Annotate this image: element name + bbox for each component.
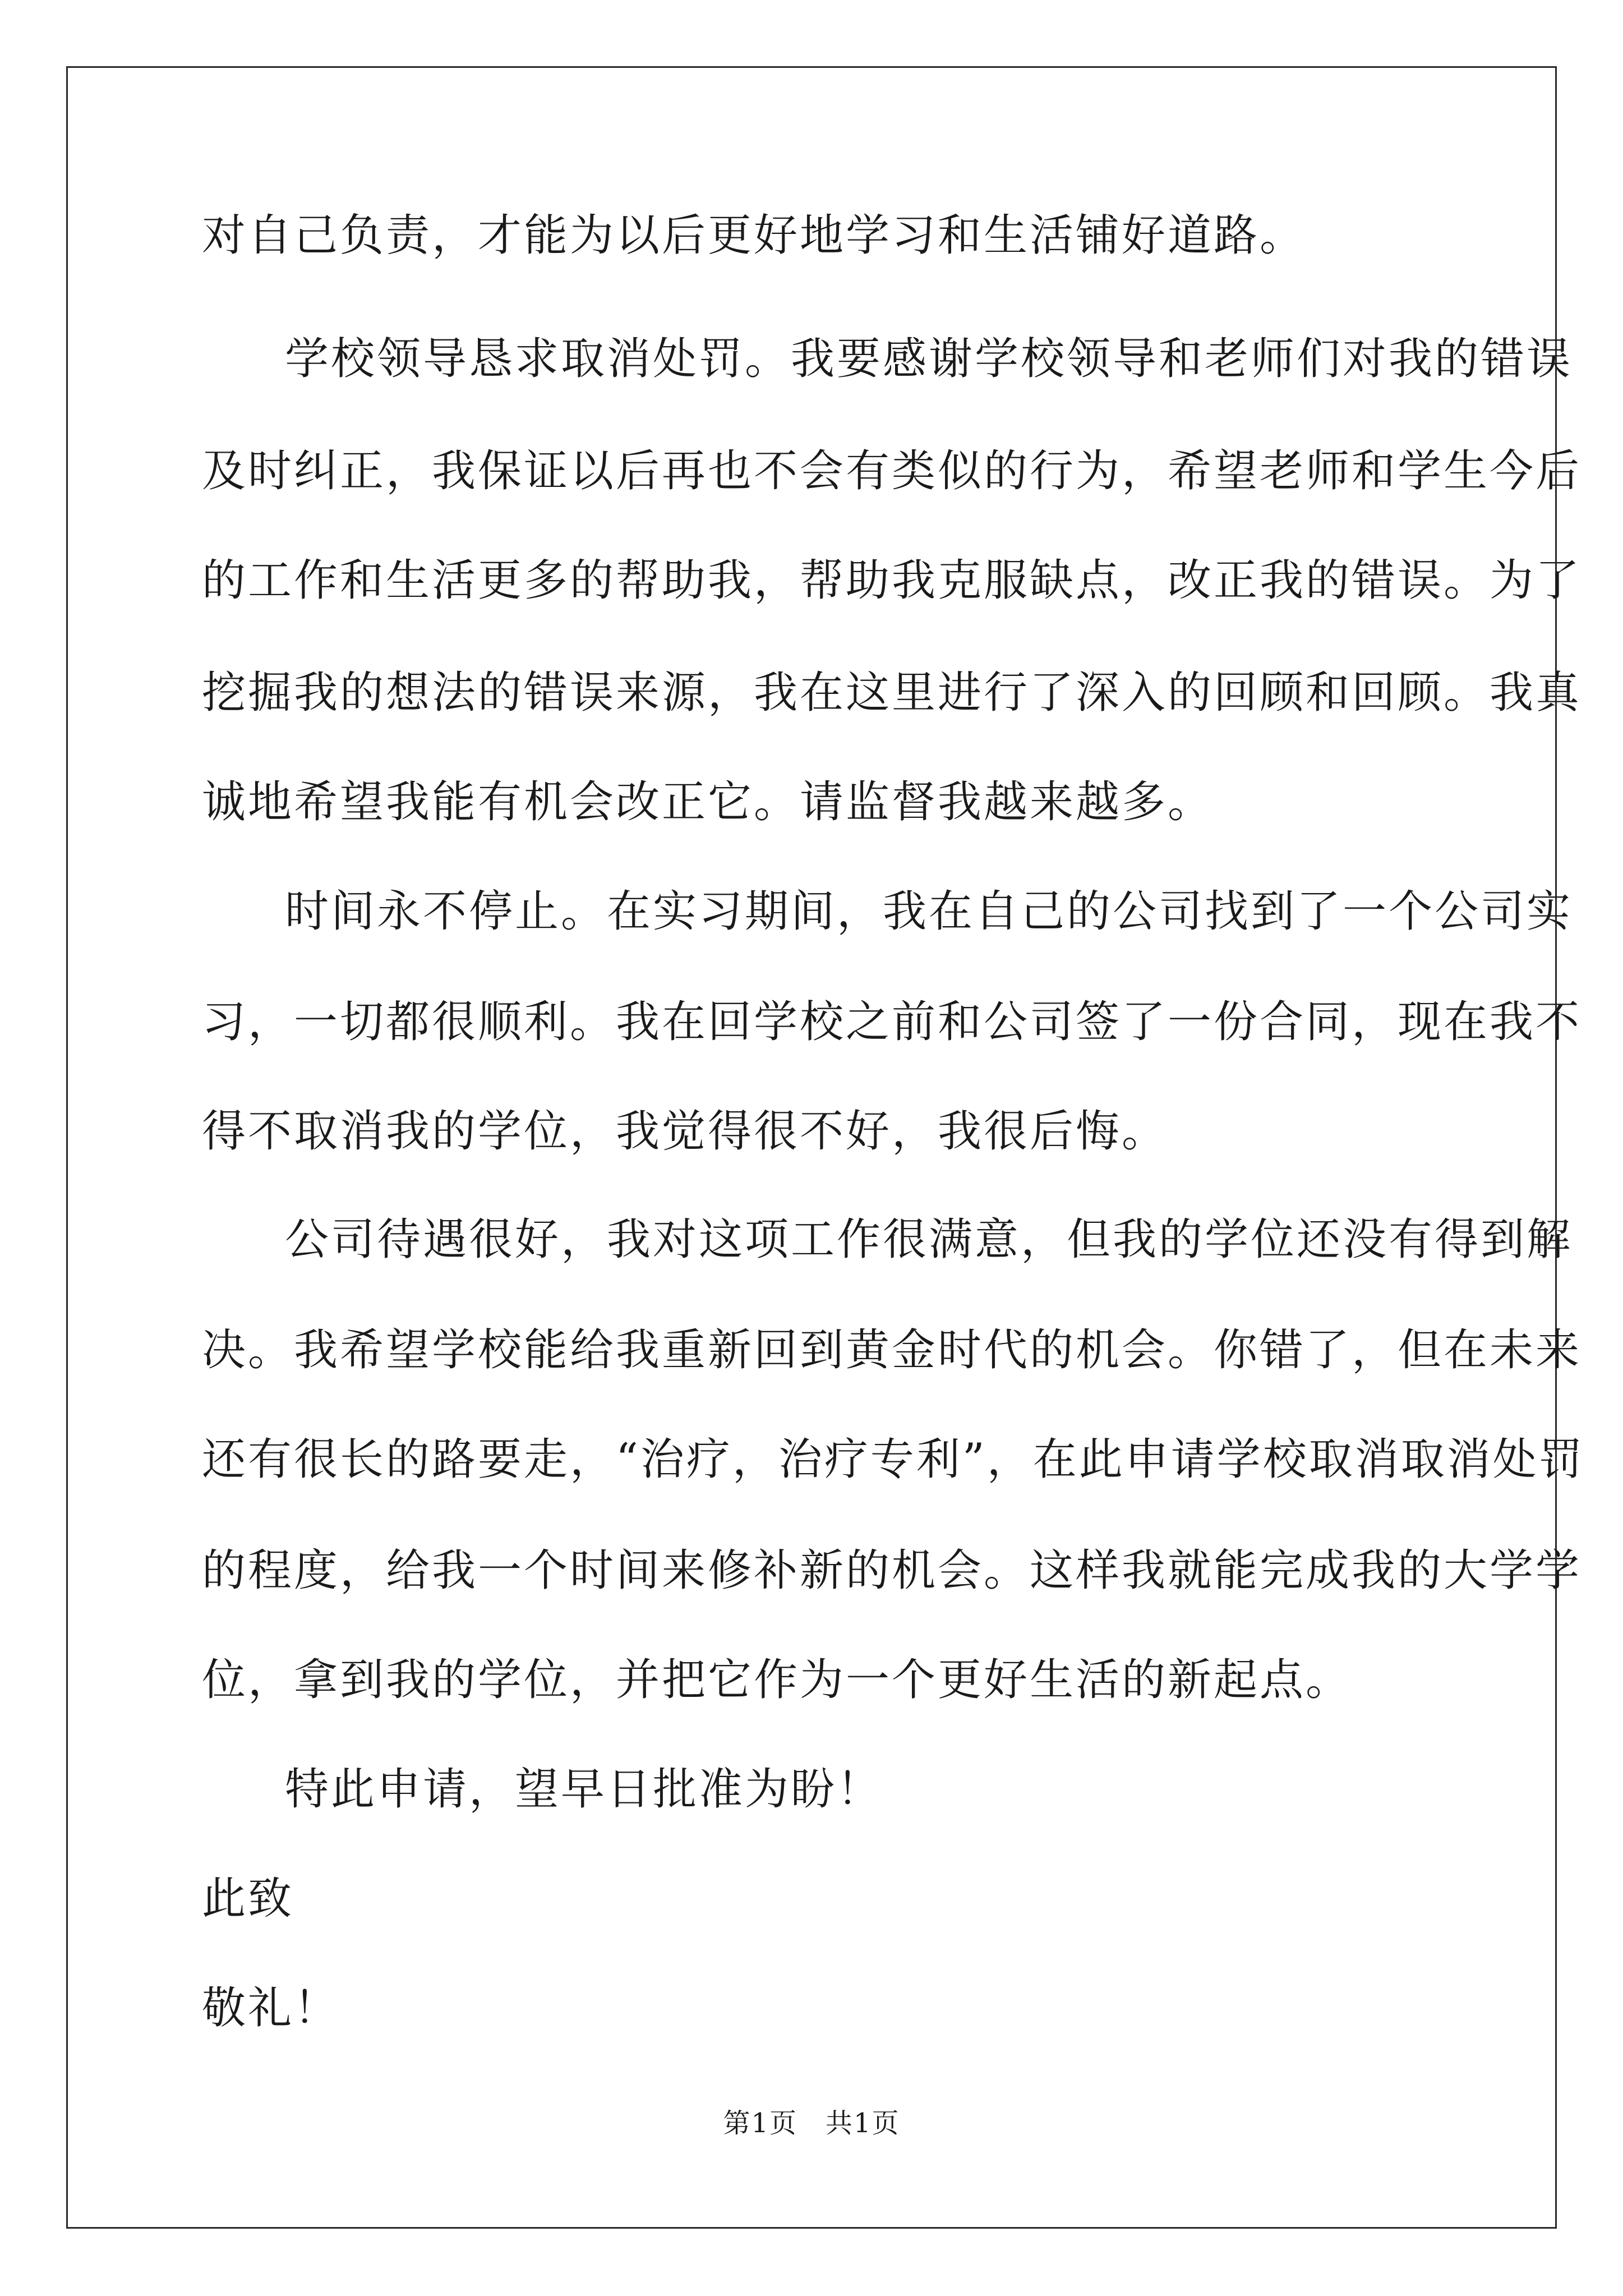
text-line-8: 习，一切都很顺利。我在回学校之前和公司签了一份合同，现在我不 — [202, 997, 1582, 1047]
text-line-11: 决。我希望学校能给我重新回到黄金时代的机会。你错了，但在未来 — [202, 1325, 1582, 1375]
closing-regards: 敬礼！ — [202, 1983, 340, 2033]
text-line-9: 得不取消我的学位，我觉得很不好，我很后悔。 — [202, 1106, 1168, 1157]
text-line-3: 及时纠正，我保证以后再也不会有类似的行为，希望老师和学生今后 — [202, 446, 1582, 496]
text-line-13: 的程度，给我一个时间来修补新的机会。这样我就能完成我的大学学 — [202, 1545, 1582, 1596]
text-line-12: 还有很长的路要走，“治疗，治疗专利”，在此申请学校取消取消处罚 — [202, 1434, 1585, 1485]
text-line-2: 学校领导恳求取消处罚。我要感谢学校领导和老师们对我的错误 — [285, 334, 1573, 384]
text-line-5: 挖掘我的想法的错误来源，我在这里进行了深入的回顾和回顾。我真 — [202, 668, 1582, 718]
text-line-1: 对自己负责，才能为以后更好地学习和生活铺好道路。 — [202, 210, 1306, 261]
page-number-footer: 第1页 共1页 — [723, 2108, 900, 2139]
text-line-10: 公司待遇很好，我对这项工作很满意，但我的学位还没有得到解 — [285, 1214, 1573, 1265]
text-line-7: 时间永不停止。在实习期间，我在自己的公司找到了一个公司实 — [285, 886, 1573, 937]
closing-salutation: 此致 — [202, 1874, 294, 1924]
closing-request: 特此申请，望早日批准为盼！ — [285, 1764, 883, 1815]
text-line-6: 诚地希望我能有机会改正它。请监督我越来越多。 — [202, 777, 1214, 827]
text-line-14: 位，拿到我的学位，并把它作为一个更好生活的新起点。 — [202, 1655, 1352, 1705]
text-line-4: 的工作和生活更多的帮助我，帮助我克服缺点，改正我的错误。为了 — [202, 555, 1582, 606]
